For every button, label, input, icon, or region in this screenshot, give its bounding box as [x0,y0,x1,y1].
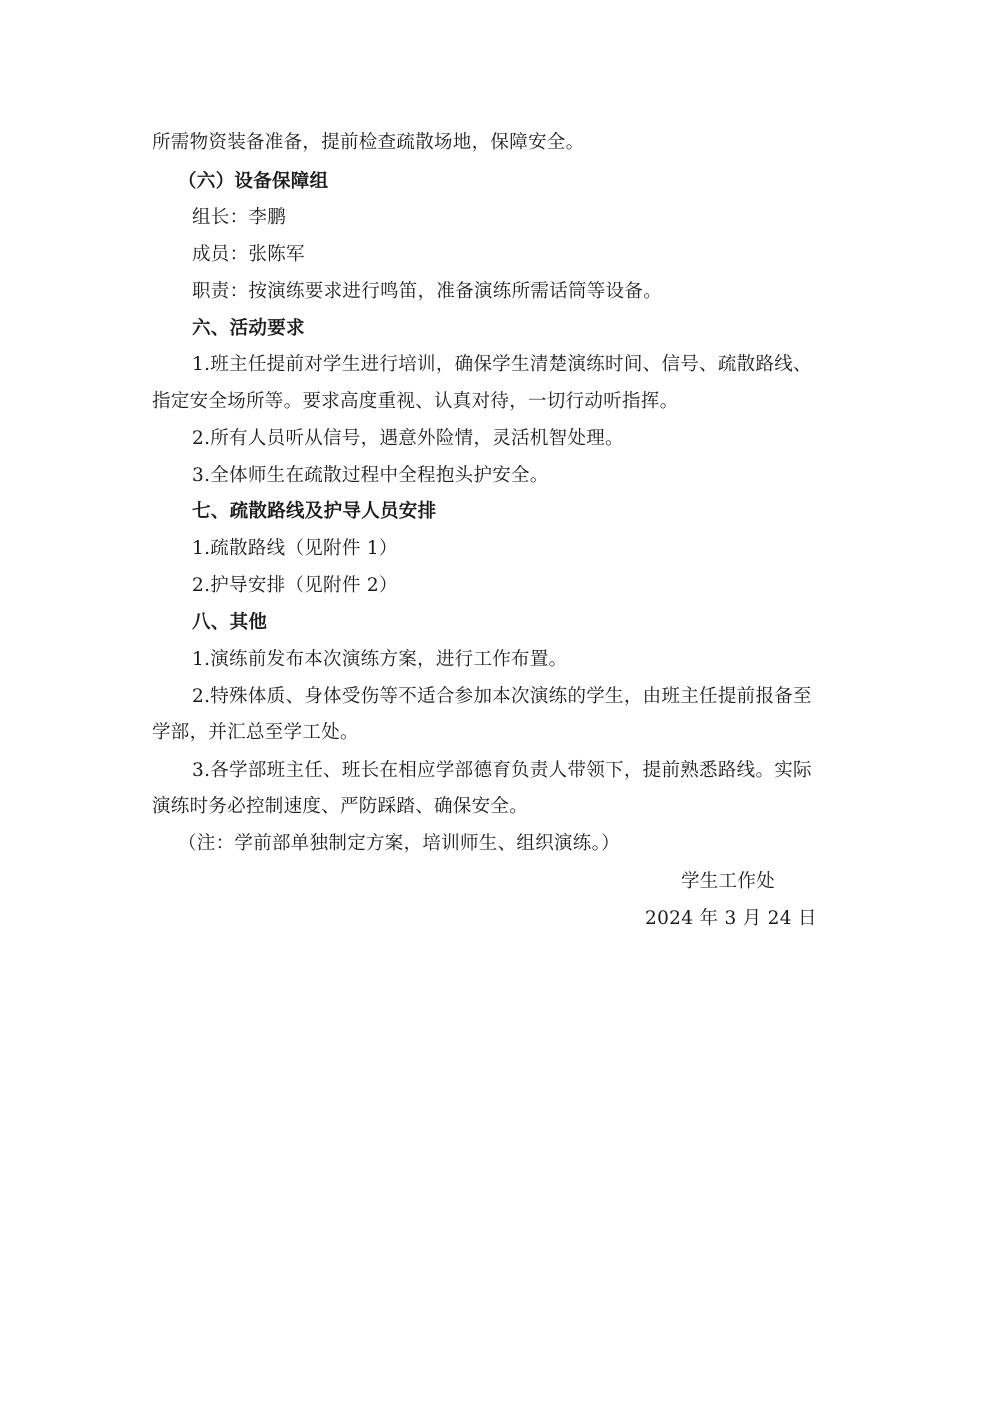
group-duties-line: 职责：按演练要求进行鸣笛，准备演练所需话筒等设备。 [192,281,663,302]
evacuation-item-1: 1.疏散路线（见附件 1） [192,538,398,559]
section-heading-activity-requirements: 六、活动要求 [192,318,305,339]
note-line: （注：学前部单独制定方案，培训师生、组织演练。） [178,833,620,854]
group-leader-line: 组长：李鹏 [192,207,287,228]
paragraph-continuation: 所需物资装备准备，提前检查疏散场地，保障安全。 [152,132,585,153]
requirement-item-3: 3.全体师生在疏散过程中全程抱头护安全。 [192,465,549,486]
section-heading-other: 八、其他 [192,612,268,633]
other-item-2-line-2: 学部，并汇总至学工处。 [152,722,359,743]
other-item-3-line-1: 3.各学部班主任、班长在相应学部德育负责人带领下，提前熟悉路线。实际 [192,760,812,781]
group-members-line: 成员：张陈军 [192,244,305,265]
signature-office: 学生工作处 [681,871,776,892]
section-heading-equipment-group: （六）设备保障组 [178,171,329,192]
requirement-item-2: 2.所有人员听从信号，遇意外险情，灵活机智处理。 [192,428,624,449]
evacuation-item-2: 2.护导安排（见附件 2） [192,575,398,596]
other-item-1: 1.演练前发布本次演练方案，进行工作布置。 [192,649,568,670]
requirement-item-1-line-1: 1.班主任提前对学生进行培训，确保学生清楚演练时间、信号、疏散路线、 [192,354,812,375]
requirement-item-1-line-2: 指定安全场所等。要求高度重视、认真对待，一切行动听指挥。 [152,391,679,412]
signature-date: 2024 年 3 月 24 日 [645,908,817,929]
section-heading-evacuation-routes: 七、疏散路线及护导人员安排 [192,501,437,522]
other-item-3-line-2: 演练时务必控制速度、严防踩踏、确保安全。 [152,796,529,817]
other-item-2-line-1: 2.特殊体质、身体受伤等不适合参加本次演练的学生，由班主任提前报备至 [192,686,812,707]
